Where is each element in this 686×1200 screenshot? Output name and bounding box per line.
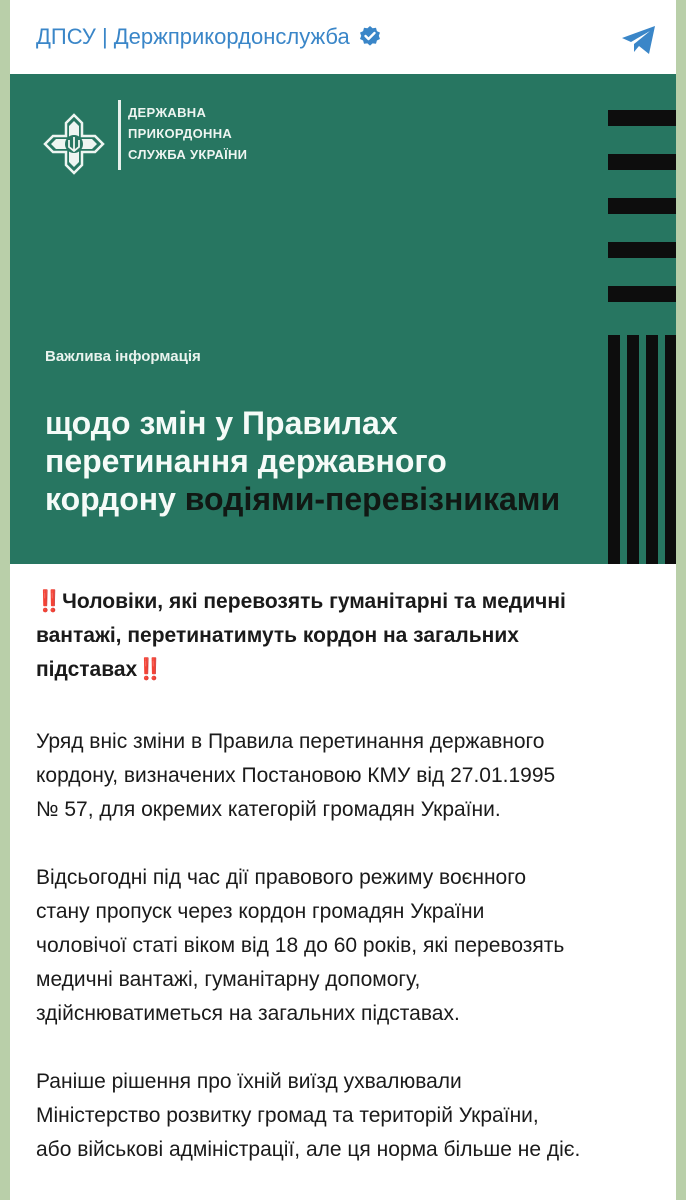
post-paragraph-2 bbox=[36, 861, 666, 1031]
para1-line: № 57, для окремих категорій громадян України. bbox=[36, 798, 501, 821]
message-header bbox=[10, 0, 676, 74]
para1-line: Уряд вніс зміни в Правила перетинання державного bbox=[36, 730, 545, 753]
org-name-line-3: СЛУЖБА УКРАЇНИ bbox=[128, 147, 248, 162]
banner-headline bbox=[45, 404, 625, 518]
para1-line: кордону, визначених Постановою КМУ від 27.01.1995 bbox=[36, 764, 556, 787]
para2-line: стану пропуск через кордон громадян України bbox=[36, 900, 485, 923]
message-card bbox=[10, 0, 676, 1200]
para2-line: Відсьогодні під час дії правового режиму воєнного bbox=[36, 866, 527, 889]
org-name-line-1: ДЕРЖАВНА bbox=[128, 105, 207, 120]
border-guard-emblem-icon bbox=[43, 113, 105, 175]
banner-subtitle: Важлива інформація bbox=[45, 348, 201, 365]
channel-name-link[interactable] bbox=[36, 24, 382, 50]
lead-line-3: підставах bbox=[36, 658, 138, 681]
post-lead bbox=[36, 585, 656, 687]
verified-badge-icon bbox=[358, 25, 382, 49]
post-paragraph-1 bbox=[36, 725, 666, 827]
channel-name: ДПСУ | Держприкордонслужба bbox=[36, 24, 350, 49]
para2-line: медичні вантажі, гуманітарну допомогу, bbox=[36, 968, 421, 991]
headline-highlight: водіями-перевізниками bbox=[184, 481, 561, 517]
lead-line-2: вантажі, перетинатимуть кордон на загальних bbox=[36, 624, 519, 647]
para3-line: Міністерство розвитку громад та територій України, bbox=[36, 1104, 539, 1127]
headline-line-2: перетинання державного bbox=[45, 443, 447, 479]
para3-line: або військові адміністрації, але ця норма більше не діє. bbox=[36, 1138, 581, 1161]
telegram-plane-icon[interactable] bbox=[620, 24, 658, 56]
post-paragraph-3 bbox=[36, 1065, 666, 1167]
org-name-line-2: ПРИКОРДОННА bbox=[128, 126, 233, 141]
decorative-horizontal-stripes bbox=[608, 74, 676, 334]
para2-line: чоловічої статі віком від 18 до 60 років, які перевозять bbox=[36, 934, 565, 957]
para2-line: здійснюватиметься на загальних підставах. bbox=[36, 1002, 460, 1025]
para3-line: Раніше рішення про їхній виїзд ухвалювали bbox=[36, 1070, 462, 1093]
alert-mark-icon: ‼️ bbox=[36, 590, 63, 613]
headline-line-1: щодо змін у Правилах bbox=[45, 405, 398, 441]
lead-line-1: Чоловіки, які перевозять гуманітарні та медичні bbox=[62, 590, 566, 613]
banner-divider bbox=[118, 100, 121, 170]
alert-mark-end-icon: ‼️ bbox=[137, 658, 164, 681]
headline-line-3: кордону bbox=[45, 481, 176, 517]
